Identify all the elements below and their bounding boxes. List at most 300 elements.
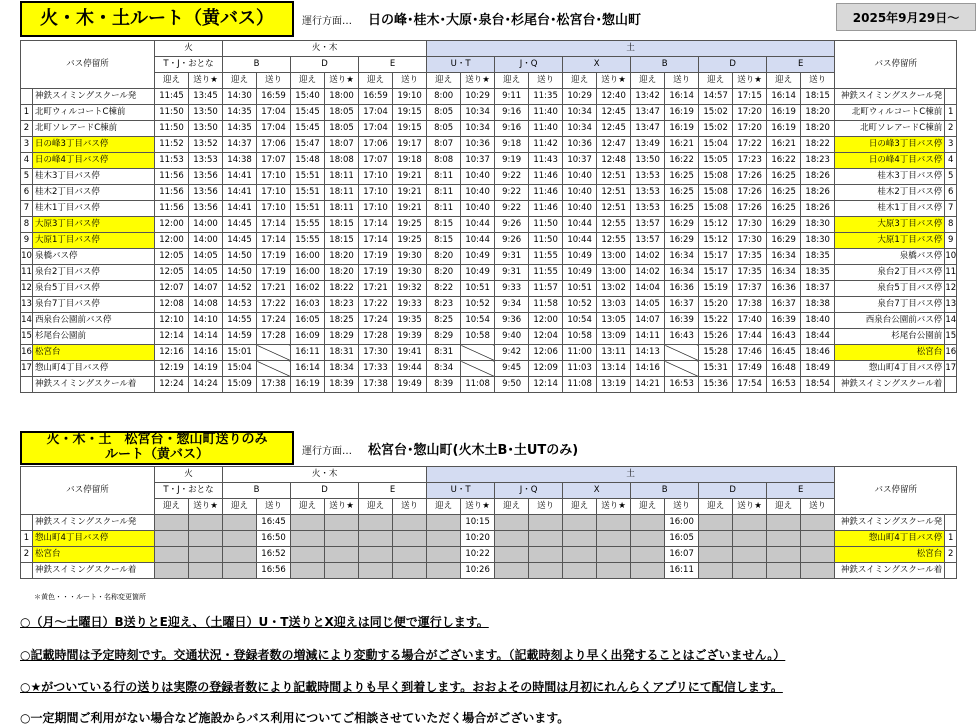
- time-cell: 15:08: [699, 201, 733, 217]
- time-cell: 10:40: [563, 185, 597, 201]
- stop-name: 西泉台公園前バス停: [33, 313, 155, 329]
- stop-name: 松宮台: [33, 547, 155, 563]
- stop-name: 神鉄スイミングスクール発: [33, 515, 155, 531]
- time-cell: 10:54: [461, 313, 495, 329]
- stop-name-right: 日の峰3丁目バス停: [835, 137, 945, 153]
- stop-name-right: 桂木1丁目バス停: [835, 201, 945, 217]
- no-service-cell: [461, 345, 495, 361]
- time-cell: 11:50: [529, 233, 563, 249]
- time-cell: 15:40: [291, 89, 325, 105]
- time-cell: [767, 563, 801, 579]
- time-cell: 16:25: [665, 185, 699, 201]
- time-cell: 10:36: [563, 137, 597, 153]
- group-header: X: [563, 57, 631, 73]
- time-cell: 17:22: [257, 297, 291, 313]
- dropoff-header: 送り: [257, 499, 291, 515]
- time-cell: 11:46: [529, 201, 563, 217]
- stop-number: [21, 515, 33, 531]
- time-cell: 9:50: [495, 377, 529, 393]
- time-cell: [155, 563, 189, 579]
- time-cell: 16:02: [291, 281, 325, 297]
- time-cell: 10:29: [563, 89, 597, 105]
- time-cell: 12:51: [597, 169, 631, 185]
- time-cell: 16:34: [767, 249, 801, 265]
- time-cell: 14:41: [223, 169, 257, 185]
- time-cell: 9:36: [495, 313, 529, 329]
- day-header-tue-thu: 火・木: [223, 41, 427, 57]
- stop-number: 12: [21, 281, 33, 297]
- time-cell: 12:08: [155, 297, 189, 313]
- time-cell: 17:04: [359, 105, 393, 121]
- time-cell: 17:38: [359, 377, 393, 393]
- time-cell: 18:26: [801, 185, 835, 201]
- time-cell: 8:29: [427, 329, 461, 345]
- pickup-header: 迎え: [563, 499, 597, 515]
- group-header: X: [563, 483, 631, 499]
- pickup-header: 迎え: [359, 499, 393, 515]
- time-cell: 11:43: [529, 153, 563, 169]
- time-cell: 14:59: [223, 329, 257, 345]
- pickup-header: 迎え: [359, 73, 393, 89]
- time-cell: 14:16: [631, 361, 665, 377]
- time-cell: 10:34: [563, 121, 597, 137]
- time-cell: 13:00: [597, 249, 631, 265]
- time-cell: 12:05: [155, 249, 189, 265]
- stop-name: 大原1丁目バス停: [33, 233, 155, 249]
- time-cell: 16:21: [665, 137, 699, 153]
- stop-name: 神鉄スイミングスクール発: [33, 89, 155, 105]
- stop-number: 9: [21, 233, 33, 249]
- time-cell: [359, 547, 393, 563]
- time-cell: 15:04: [223, 361, 257, 377]
- route2-timetable: [20, 466, 957, 579]
- dropoff-header: 送り: [393, 73, 427, 89]
- time-cell: 12:45: [597, 121, 631, 137]
- time-cell: 10:54: [563, 313, 597, 329]
- time-cell: 10:58: [563, 329, 597, 345]
- time-cell: 12:04: [529, 329, 563, 345]
- time-cell: 19:25: [393, 233, 427, 249]
- time-cell: 19:17: [393, 137, 427, 153]
- time-cell: 12:14: [529, 377, 563, 393]
- time-cell: [733, 531, 767, 547]
- stop-number-right: [945, 563, 957, 579]
- time-cell: 17:24: [359, 313, 393, 329]
- time-cell: 17:38: [257, 377, 291, 393]
- time-cell: 10:22: [461, 547, 495, 563]
- time-cell: 17:10: [359, 185, 393, 201]
- pickup-header: 迎え: [223, 499, 257, 515]
- time-cell: 8:07: [427, 137, 461, 153]
- time-cell: 18:40: [801, 313, 835, 329]
- stop-name-right: 大原3丁目バス停: [835, 217, 945, 233]
- time-cell: [359, 563, 393, 579]
- time-cell: [563, 547, 597, 563]
- time-cell: 19:25: [393, 217, 427, 233]
- table-row: [21, 361, 957, 377]
- time-cell: [699, 531, 733, 547]
- time-cell: 17:26: [733, 201, 767, 217]
- stop-number: 10: [21, 249, 33, 265]
- stop-name: 神鉄スイミングスクール着: [33, 563, 155, 579]
- time-cell: 10:52: [461, 297, 495, 313]
- time-cell: 18:34: [325, 361, 359, 377]
- time-cell: 13:45: [189, 89, 223, 105]
- time-cell: 12:51: [597, 201, 631, 217]
- group-header: B: [223, 57, 291, 73]
- dropoff-header: 送り: [665, 499, 699, 515]
- time-cell: 17:19: [257, 249, 291, 265]
- stop-number: 7: [21, 201, 33, 217]
- table-row: [21, 547, 957, 563]
- time-cell: 10:49: [563, 265, 597, 281]
- stop-number: 4: [21, 153, 33, 169]
- time-cell: 16:25: [767, 185, 801, 201]
- stop-name-right: 神鉄スイミングスクール着: [835, 377, 945, 393]
- stop-number: 17: [21, 361, 33, 377]
- time-cell: 14:05: [189, 249, 223, 265]
- time-cell: [155, 531, 189, 547]
- route1-timetable: [20, 40, 957, 393]
- time-cell: 16:29: [767, 217, 801, 233]
- time-cell: 13:52: [189, 137, 223, 153]
- time-cell: 16:36: [665, 281, 699, 297]
- stop-name-right: 桂木3丁目バス停: [835, 169, 945, 185]
- time-cell: [291, 563, 325, 579]
- time-cell: 17:22: [733, 137, 767, 153]
- stop-number: 1: [21, 531, 33, 547]
- route1-direction-label: 運行方面…: [302, 16, 352, 27]
- time-cell: 11:56: [155, 201, 189, 217]
- time-cell: 12:05: [155, 265, 189, 281]
- time-cell: [155, 547, 189, 563]
- time-cell: 11:00: [563, 345, 597, 361]
- time-cell: 15:01: [223, 345, 257, 361]
- time-cell: 14:45: [223, 217, 257, 233]
- stop-name-right: 大原1丁目バス停: [835, 233, 945, 249]
- time-cell: 16:29: [665, 217, 699, 233]
- stop-number-right: 6: [945, 185, 957, 201]
- time-cell: 14:16: [189, 345, 223, 361]
- time-cell: 16:25: [767, 169, 801, 185]
- pickup-header: 迎え: [699, 73, 733, 89]
- time-cell: 18:23: [325, 297, 359, 313]
- stop-number: 13: [21, 297, 33, 313]
- time-cell: 14:35: [223, 121, 257, 137]
- time-cell: 12:40: [597, 89, 631, 105]
- time-cell: 13:05: [597, 313, 631, 329]
- time-cell: 13:11: [597, 345, 631, 361]
- time-cell: 8:22: [427, 281, 461, 297]
- time-cell: 17:30: [733, 233, 767, 249]
- dropoff-header: 送り★: [325, 73, 359, 89]
- time-cell: 9:22: [495, 185, 529, 201]
- group-header: E: [767, 57, 835, 73]
- time-cell: 8:25: [427, 313, 461, 329]
- time-cell: 19:21: [393, 201, 427, 217]
- time-cell: 15:22: [699, 313, 733, 329]
- stop-number-right: [945, 89, 957, 105]
- time-cell: 12:48: [597, 153, 631, 169]
- time-cell: 9:31: [495, 265, 529, 281]
- time-cell: 16:39: [665, 313, 699, 329]
- stop-name-right: 神鉄スイミングスクール発: [835, 515, 945, 531]
- time-cell: 11:50: [155, 105, 189, 121]
- stop-name: 杉尾台公園前: [33, 329, 155, 345]
- time-cell: 10:15: [461, 515, 495, 531]
- time-cell: 14:00: [189, 217, 223, 233]
- time-cell: 16:59: [359, 89, 393, 105]
- time-cell: [563, 531, 597, 547]
- time-cell: 17:28: [257, 329, 291, 345]
- time-cell: 14:19: [189, 361, 223, 377]
- time-cell: 18:22: [801, 137, 835, 153]
- time-cell: 15:05: [699, 153, 733, 169]
- stop-number-right: 7: [945, 201, 957, 217]
- time-cell: 12:10: [155, 313, 189, 329]
- time-cell: 15:48: [291, 153, 325, 169]
- table-row: [21, 217, 957, 233]
- dropoff-header: 送り: [529, 73, 563, 89]
- stop-number: [21, 89, 33, 105]
- time-cell: 9:45: [495, 361, 529, 377]
- time-cell: 10:51: [461, 281, 495, 297]
- table-row: [21, 281, 957, 297]
- time-cell: 12:19: [155, 361, 189, 377]
- time-cell: [801, 563, 835, 579]
- time-cell: [733, 547, 767, 563]
- time-cell: 9:16: [495, 121, 529, 137]
- stop-number-right: 11: [945, 265, 957, 281]
- time-cell: 9:31: [495, 249, 529, 265]
- pickup-header: 迎え: [427, 73, 461, 89]
- stop-name: 惣山町4丁目バス停: [33, 361, 155, 377]
- time-cell: [189, 563, 223, 579]
- pickup-header: 迎え: [563, 73, 597, 89]
- time-cell: 10:40: [461, 185, 495, 201]
- time-cell: [529, 547, 563, 563]
- stop-name: 泉橋バス停: [33, 249, 155, 265]
- time-cell: 8:15: [427, 233, 461, 249]
- time-cell: [563, 515, 597, 531]
- time-cell: 18:35: [801, 249, 835, 265]
- stop-number: 1: [21, 105, 33, 121]
- time-cell: [699, 515, 733, 531]
- time-cell: 17:10: [359, 201, 393, 217]
- time-cell: 18:15: [325, 217, 359, 233]
- table-row: [21, 185, 957, 201]
- time-cell: 15:45: [291, 121, 325, 137]
- time-cell: 15:17: [699, 265, 733, 281]
- stop-name: 桂木1丁目バス停: [33, 201, 155, 217]
- time-cell: [529, 531, 563, 547]
- time-cell: [529, 563, 563, 579]
- pickup-header: 迎え: [631, 73, 665, 89]
- stop-name-right: 神鉄スイミングスクール着: [835, 563, 945, 579]
- time-cell: 18:26: [801, 169, 835, 185]
- time-cell: 18:25: [325, 313, 359, 329]
- time-cell: 12:00: [155, 217, 189, 233]
- time-cell: 16:43: [767, 329, 801, 345]
- route2-direction-label: 運行方面…: [302, 446, 352, 457]
- time-cell: [631, 531, 665, 547]
- time-cell: [767, 547, 801, 563]
- time-cell: 10:26: [461, 563, 495, 579]
- time-cell: 13:47: [631, 105, 665, 121]
- stop-number: 8: [21, 217, 33, 233]
- time-cell: 8:34: [427, 361, 461, 377]
- time-cell: 8:11: [427, 169, 461, 185]
- time-cell: 16:00: [291, 265, 325, 281]
- no-service-cell: [257, 345, 291, 361]
- time-cell: 14:35: [223, 105, 257, 121]
- time-cell: [359, 531, 393, 547]
- time-cell: [495, 515, 529, 531]
- group-header: E: [359, 57, 427, 73]
- time-cell: 10:44: [461, 233, 495, 249]
- time-cell: 14:57: [699, 89, 733, 105]
- time-cell: 16:00: [665, 515, 699, 531]
- time-cell: 18:20: [801, 121, 835, 137]
- time-cell: 17:06: [257, 137, 291, 153]
- time-cell: 10:29: [461, 89, 495, 105]
- stop-number-right: 9: [945, 233, 957, 249]
- time-cell: 12:06: [529, 345, 563, 361]
- time-cell: 18:23: [801, 153, 835, 169]
- time-cell: 18:05: [325, 121, 359, 137]
- stop-name: 松宮台: [33, 345, 155, 361]
- route2-title-line1: 火・木・土 松宮台・惣山町送りのみ: [46, 432, 268, 448]
- stop-name-right: 松宮台: [835, 345, 945, 361]
- stop-number: 11: [21, 265, 33, 281]
- dropoff-header: 送り: [665, 73, 699, 89]
- time-cell: 9:19: [495, 153, 529, 169]
- time-cell: 11:57: [529, 281, 563, 297]
- time-cell: [427, 563, 461, 579]
- time-cell: [189, 547, 223, 563]
- time-cell: 12:51: [597, 185, 631, 201]
- time-cell: [495, 563, 529, 579]
- time-cell: 14:08: [189, 297, 223, 313]
- table-row: [21, 297, 957, 313]
- time-cell: 13:53: [631, 185, 665, 201]
- time-cell: 17:10: [257, 185, 291, 201]
- time-cell: 11:55: [529, 249, 563, 265]
- time-cell: 17:26: [733, 169, 767, 185]
- time-cell: 19:49: [393, 377, 427, 393]
- pickup-header: 迎え: [291, 499, 325, 515]
- time-cell: 18:11: [325, 185, 359, 201]
- stop-number: 16: [21, 345, 33, 361]
- time-cell: 17:20: [733, 105, 767, 121]
- time-cell: 8:15: [427, 217, 461, 233]
- table-row: [21, 201, 957, 217]
- pickup-header: 迎え: [767, 73, 801, 89]
- table-row: [21, 153, 957, 169]
- dropoff-header: 送り: [801, 499, 835, 515]
- time-cell: 14:50: [223, 265, 257, 281]
- pickup-header: 迎え: [495, 73, 529, 89]
- time-cell: 14:05: [189, 265, 223, 281]
- time-cell: 19:33: [393, 297, 427, 313]
- time-cell: 17:49: [733, 361, 767, 377]
- time-cell: 14:30: [223, 89, 257, 105]
- time-cell: [631, 563, 665, 579]
- time-cell: 16:05: [665, 531, 699, 547]
- time-cell: 14:53: [223, 297, 257, 313]
- pickup-header: 迎え: [495, 499, 529, 515]
- stop-name: 神鉄スイミングスクール着: [33, 377, 155, 393]
- time-cell: 16:25: [767, 201, 801, 217]
- time-cell: 19:39: [393, 329, 427, 345]
- time-cell: 19:44: [393, 361, 427, 377]
- time-cell: [733, 563, 767, 579]
- time-cell: 11:08: [461, 377, 495, 393]
- time-cell: 16:53: [665, 377, 699, 393]
- time-cell: 12:47: [597, 137, 631, 153]
- time-cell: 13:14: [597, 361, 631, 377]
- time-cell: 10:40: [461, 201, 495, 217]
- time-cell: 18:08: [325, 153, 359, 169]
- time-cell: 16:36: [767, 281, 801, 297]
- time-cell: 11:42: [529, 137, 563, 153]
- time-cell: 19:15: [393, 105, 427, 121]
- time-cell: 15:47: [291, 137, 325, 153]
- time-cell: 15:51: [291, 201, 325, 217]
- stop-number: 6: [21, 185, 33, 201]
- time-cell: 19:30: [393, 249, 427, 265]
- stop-number-right: 1: [945, 105, 957, 121]
- dropoff-header: 送り: [529, 499, 563, 515]
- time-cell: 17:14: [257, 217, 291, 233]
- dropoff-header: 送り★: [733, 499, 767, 515]
- time-cell: 18:46: [801, 345, 835, 361]
- time-cell: 13:00: [597, 265, 631, 281]
- pickup-header: 迎え: [631, 499, 665, 515]
- time-cell: [767, 515, 801, 531]
- time-cell: [291, 531, 325, 547]
- time-cell: 10:36: [461, 137, 495, 153]
- time-cell: 11:45: [155, 89, 189, 105]
- no-service-cell: [461, 361, 495, 377]
- time-cell: 10:40: [563, 169, 597, 185]
- time-cell: 18:54: [801, 377, 835, 393]
- time-cell: 18:07: [325, 137, 359, 153]
- time-cell: 16:22: [767, 153, 801, 169]
- group-header: T・J・おとな: [155, 483, 223, 499]
- time-cell: 16:34: [767, 265, 801, 281]
- time-cell: 16:21: [767, 137, 801, 153]
- time-cell: 17:21: [257, 281, 291, 297]
- time-cell: 11:46: [529, 169, 563, 185]
- time-cell: 14:45: [223, 233, 257, 249]
- pickup-header: 迎え: [291, 73, 325, 89]
- time-cell: [699, 547, 733, 563]
- time-cell: [427, 531, 461, 547]
- time-cell: 16:19: [767, 121, 801, 137]
- time-cell: 9:18: [495, 137, 529, 153]
- time-cell: 9:22: [495, 201, 529, 217]
- stop-name-right: 泉橋バス停: [835, 249, 945, 265]
- time-cell: 17:04: [359, 121, 393, 137]
- time-cell: 19:21: [393, 185, 427, 201]
- time-cell: 15:51: [291, 185, 325, 201]
- time-cell: 10:49: [461, 265, 495, 281]
- time-cell: 16:56: [257, 563, 291, 579]
- dropoff-header: 送り★: [461, 499, 495, 515]
- stop-name: 北町ウィルコートC棟前: [33, 105, 155, 121]
- time-cell: 11:08: [563, 377, 597, 393]
